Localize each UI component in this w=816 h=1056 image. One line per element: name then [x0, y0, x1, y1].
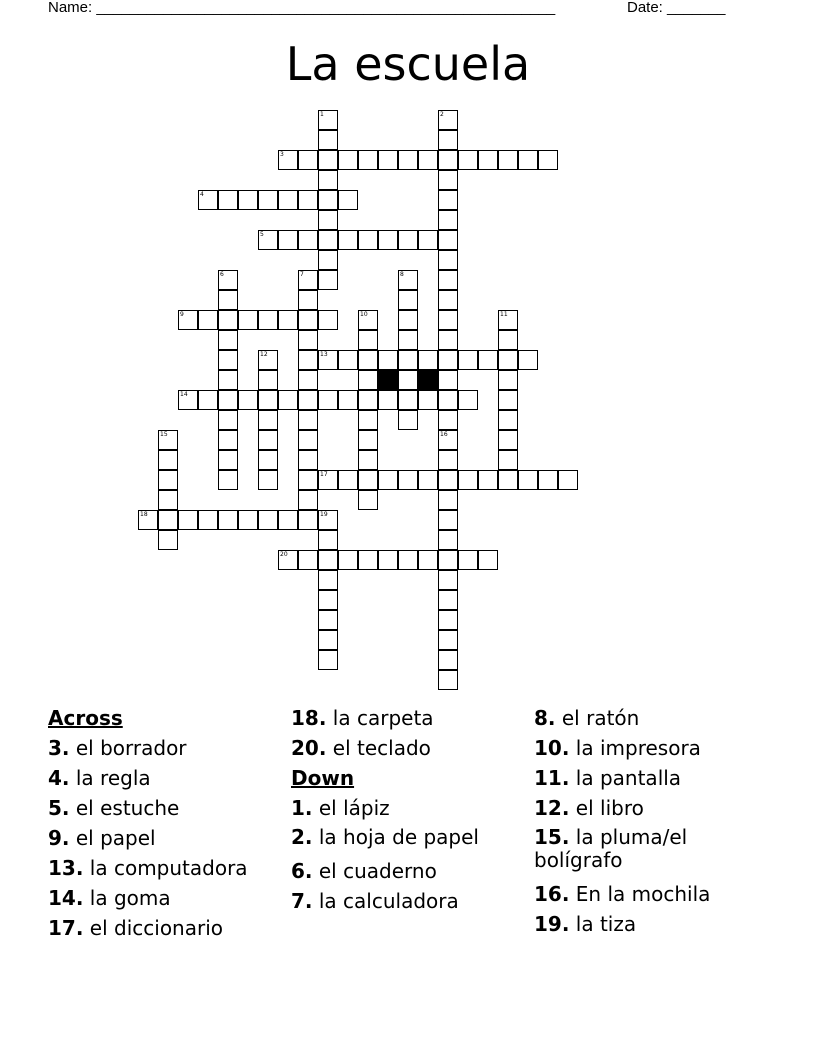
crossword-cell[interactable] — [338, 470, 358, 490]
crossword-black-cell — [418, 370, 438, 390]
crossword-cell-number: 10 — [360, 311, 368, 318]
crossword-cell[interactable] — [298, 390, 318, 410]
crossword-cell[interactable] — [358, 330, 378, 350]
crossword-cell[interactable] — [438, 650, 458, 670]
crossword-cell[interactable] — [278, 150, 298, 170]
crossword-cell[interactable] — [438, 390, 458, 410]
crossword-cell[interactable] — [278, 190, 298, 210]
crossword-cell[interactable] — [218, 370, 238, 390]
crossword-cell-number: 11 — [500, 311, 508, 318]
crossword-cell[interactable] — [438, 230, 458, 250]
crossword-cell[interactable] — [318, 570, 338, 590]
crossword-cell[interactable] — [218, 290, 238, 310]
crossword-cell[interactable] — [398, 370, 418, 390]
clues-column-3 — [534, 703, 774, 939]
crossword-cell[interactable] — [238, 310, 258, 330]
crossword-cell[interactable] — [438, 250, 458, 270]
clue-across-9: 9. el papel — [48, 826, 156, 850]
clue-across-17: 17. el diccionario — [48, 916, 223, 940]
crossword-cell[interactable] — [438, 630, 458, 650]
crossword-cell[interactable] — [238, 390, 258, 410]
crossword-cell[interactable] — [498, 350, 518, 370]
clue-down-6: 6. el cuaderno — [291, 859, 437, 883]
crossword-cell[interactable] — [498, 430, 518, 450]
crossword-cell[interactable] — [338, 190, 358, 210]
crossword-cell[interactable] — [498, 450, 518, 470]
crossword-cell[interactable] — [318, 550, 338, 570]
crossword-cell[interactable] — [158, 470, 178, 490]
crossword-cell[interactable] — [398, 310, 418, 330]
crossword-cell[interactable] — [258, 430, 278, 450]
crossword-cell[interactable] — [358, 490, 378, 510]
crossword-cell[interactable] — [458, 550, 478, 570]
page-title: La escuela — [285, 37, 531, 91]
crossword-cell-number: 13 — [320, 351, 328, 358]
crossword-cell[interactable] — [398, 350, 418, 370]
crossword-cell[interactable] — [278, 550, 298, 570]
crossword-cell[interactable] — [318, 250, 338, 270]
crossword-cell-number: 4 — [200, 191, 204, 198]
crossword-cell[interactable] — [478, 550, 498, 570]
crossword-cell-number: 20 — [280, 551, 288, 558]
crossword-black-cell — [378, 370, 398, 390]
crossword-cell[interactable] — [438, 550, 458, 570]
crossword-cell[interactable] — [218, 430, 238, 450]
crossword-cell[interactable] — [518, 150, 538, 170]
crossword-cell[interactable] — [438, 350, 458, 370]
crossword-cell[interactable] — [378, 470, 398, 490]
crossword-cell[interactable] — [218, 190, 238, 210]
crossword-cell[interactable] — [258, 470, 278, 490]
crossword-cell[interactable] — [438, 130, 458, 150]
crossword-cell[interactable] — [438, 310, 458, 330]
crossword-cell[interactable] — [358, 230, 378, 250]
crossword-cell[interactable] — [298, 450, 318, 470]
crossword-cell[interactable] — [258, 450, 278, 470]
crossword-cell[interactable] — [338, 350, 358, 370]
crossword-cell[interactable] — [438, 110, 458, 130]
crossword-cell[interactable] — [438, 370, 458, 390]
crossword-cell[interactable] — [438, 430, 458, 450]
clue-across-18: 18. la carpeta — [291, 706, 434, 730]
crossword-cell[interactable] — [438, 490, 458, 510]
crossword-cell[interactable] — [218, 330, 238, 350]
crossword-cell[interactable] — [158, 530, 178, 550]
clue-down-16: 16. En la mochila — [534, 882, 711, 906]
crossword-cell[interactable] — [438, 150, 458, 170]
crossword-cell[interactable] — [438, 610, 458, 630]
crossword-cell[interactable] — [158, 450, 178, 470]
crossword-cell[interactable] — [398, 410, 418, 430]
crossword-cell[interactable] — [438, 570, 458, 590]
crossword-cell-number: 5 — [260, 231, 264, 238]
name-field-label: Name: _______________________________________________________ — [48, 0, 556, 16]
crossword-cell[interactable] — [258, 370, 278, 390]
crossword-cell[interactable] — [318, 650, 338, 670]
crossword-cell[interactable] — [258, 410, 278, 430]
crossword-cell[interactable] — [358, 390, 378, 410]
crossword-cell-number: 7 — [300, 271, 304, 278]
crossword-cell[interactable] — [318, 170, 338, 190]
crossword-cell[interactable] — [498, 150, 518, 170]
crossword-cell[interactable] — [418, 350, 438, 370]
crossword-cell[interactable] — [398, 270, 418, 290]
crossword-cell[interactable] — [438, 510, 458, 530]
crossword-cell[interactable] — [438, 530, 458, 550]
crossword-cell[interactable] — [298, 270, 318, 290]
crossword-cell[interactable] — [298, 470, 318, 490]
crossword-cell[interactable] — [338, 550, 358, 570]
crossword-cell[interactable] — [438, 190, 458, 210]
crossword-cell[interactable] — [318, 110, 338, 130]
crossword-cell[interactable] — [398, 330, 418, 350]
down-heading: Down — [291, 766, 355, 790]
crossword-cell-number: 8 — [400, 271, 404, 278]
crossword-cell-number: 6 — [220, 271, 224, 278]
crossword-cell[interactable] — [178, 390, 198, 410]
crossword-cell-number: 3 — [280, 151, 284, 158]
clue-down-8: 8. el ratón — [534, 706, 640, 730]
crossword-cell[interactable] — [298, 550, 318, 570]
crossword-cell[interactable] — [298, 230, 318, 250]
crossword-cell[interactable] — [358, 150, 378, 170]
crossword-cell-number: 14 — [180, 391, 188, 398]
crossword-cell[interactable] — [198, 190, 218, 210]
crossword-cell[interactable] — [398, 390, 418, 410]
crossword-cell[interactable] — [198, 390, 218, 410]
crossword-cell[interactable] — [278, 390, 298, 410]
crossword-cell[interactable] — [298, 290, 318, 310]
crossword-cell[interactable] — [158, 490, 178, 510]
crossword-cell[interactable] — [358, 410, 378, 430]
crossword-cell[interactable] — [498, 470, 518, 490]
crossword-cell[interactable] — [358, 310, 378, 330]
crossword-cell[interactable] — [438, 330, 458, 350]
crossword-cell[interactable] — [418, 390, 438, 410]
clue-down-1: 1. el lápiz — [291, 796, 390, 820]
crossword-cell[interactable] — [298, 510, 318, 530]
crossword-cell[interactable] — [358, 470, 378, 490]
crossword-cell[interactable] — [218, 270, 238, 290]
crossword-cell[interactable] — [318, 190, 338, 210]
clue-down-19: 19. la tiza — [534, 912, 637, 936]
crossword-cell[interactable] — [358, 450, 378, 470]
crossword-cell-number: 16 — [440, 431, 448, 438]
crossword-cell[interactable] — [258, 190, 278, 210]
crossword-cell-number: 9 — [180, 311, 184, 318]
crossword-cell[interactable] — [478, 470, 498, 490]
crossword-cell[interactable] — [318, 610, 338, 630]
crossword-cell[interactable] — [218, 350, 238, 370]
crossword-cell[interactable] — [298, 410, 318, 430]
crossword-cell[interactable] — [238, 190, 258, 210]
crossword-cell[interactable] — [258, 230, 278, 250]
crossword-cell[interactable] — [298, 430, 318, 450]
crossword-cell[interactable] — [498, 310, 518, 330]
clue-across-14: 14. la goma — [48, 886, 171, 910]
crossword-cell[interactable] — [358, 370, 378, 390]
crossword-cell[interactable] — [318, 590, 338, 610]
crossword-cell-number: 2 — [440, 111, 444, 118]
crossword-cell-number: 15 — [160, 431, 168, 438]
crossword-cell[interactable] — [298, 310, 318, 330]
clue-down-7: 7. la calculadora — [291, 889, 459, 913]
date-field-label: Date: _______ — [627, 0, 726, 16]
crossword-cell[interactable] — [298, 190, 318, 210]
crossword-cell[interactable] — [378, 390, 398, 410]
crossword-cell[interactable] — [138, 510, 158, 530]
crossword-cell[interactable] — [158, 430, 178, 450]
crossword-cell[interactable] — [298, 350, 318, 370]
crossword-cell[interactable] — [518, 470, 538, 490]
crossword-cell-number: 18 — [140, 511, 148, 518]
clue-down-10: 10. la impresora — [534, 736, 701, 760]
crossword-cell[interactable] — [438, 450, 458, 470]
crossword-cell[interactable] — [438, 410, 458, 430]
crossword-cell[interactable] — [318, 150, 338, 170]
crossword-cell[interactable] — [218, 410, 238, 430]
clue-down-11: 11. la pantalla — [534, 766, 682, 790]
crossword-cell[interactable] — [318, 270, 338, 290]
crossword-cell[interactable] — [318, 130, 338, 150]
clues-column-2 — [291, 703, 531, 916]
crossword-cell[interactable] — [298, 330, 318, 350]
crossword-cell[interactable] — [338, 150, 358, 170]
crossword-cell[interactable] — [318, 510, 338, 530]
crossword-cell[interactable] — [278, 310, 298, 330]
clue-across-4: 4. la regla — [48, 766, 151, 790]
crossword-cell[interactable] — [398, 230, 418, 250]
crossword-cell[interactable] — [198, 510, 218, 530]
crossword-cell[interactable] — [218, 310, 238, 330]
crossword-cell[interactable] — [218, 390, 238, 410]
crossword-cell[interactable] — [378, 150, 398, 170]
crossword-cell[interactable] — [398, 150, 418, 170]
crossword-cell[interactable] — [238, 510, 258, 530]
crossword-cell[interactable] — [198, 310, 218, 330]
clue-across-13: 13. la computadora — [48, 856, 248, 880]
crossword-cell[interactable] — [358, 350, 378, 370]
crossword-cell[interactable] — [418, 470, 438, 490]
crossword-cell-number: 12 — [260, 351, 268, 358]
crossword-cell[interactable] — [438, 670, 458, 690]
crossword-cell[interactable] — [458, 390, 478, 410]
clue-across-5: 5. el estuche — [48, 796, 180, 820]
crossword-cell[interactable] — [318, 210, 338, 230]
crossword-cell[interactable] — [498, 390, 518, 410]
crossword-cell[interactable] — [498, 370, 518, 390]
crossword-cell[interactable] — [478, 350, 498, 370]
crossword-cell[interactable] — [218, 510, 238, 530]
crossword-cell[interactable] — [318, 530, 338, 550]
crossword-cell[interactable] — [378, 230, 398, 250]
crossword-cell[interactable] — [178, 310, 198, 330]
crossword-cell[interactable] — [438, 290, 458, 310]
clue-down-15: 15. la pluma/el bolígrafo — [534, 825, 688, 872]
crossword-cell[interactable] — [158, 510, 178, 530]
crossword-cell-number: 17 — [320, 471, 328, 478]
crossword-cell[interactable] — [418, 230, 438, 250]
across-heading: Across — [48, 706, 123, 730]
crossword-cell[interactable] — [338, 390, 358, 410]
crossword-cell-number: 19 — [320, 511, 328, 518]
clue-down-2: 2. la hoja de papel — [291, 825, 479, 849]
clue-across-3: 3. el borrador — [48, 736, 187, 760]
crossword-cell[interactable] — [218, 450, 238, 470]
crossword-cell[interactable] — [398, 290, 418, 310]
crossword-cell[interactable] — [278, 230, 298, 250]
crossword-cell-number: 1 — [320, 111, 324, 118]
crossword-cell[interactable] — [258, 510, 278, 530]
crossword-cell[interactable] — [538, 150, 558, 170]
crossword-cell[interactable] — [318, 310, 338, 330]
crossword-cell[interactable] — [258, 310, 278, 330]
crossword-cell[interactable] — [498, 410, 518, 430]
crossword-cell[interactable] — [318, 470, 338, 490]
crossword-cell[interactable] — [398, 550, 418, 570]
crossword-cell[interactable] — [558, 470, 578, 490]
crossword-cell[interactable] — [438, 270, 458, 290]
crossword-cell[interactable] — [398, 470, 418, 490]
crossword-cell[interactable] — [358, 550, 378, 570]
crossword-cell[interactable] — [358, 430, 378, 450]
crossword-cell[interactable] — [278, 510, 298, 530]
crossword-cell[interactable] — [458, 150, 478, 170]
crossword-cell[interactable] — [438, 210, 458, 230]
clue-down-12: 12. el libro — [534, 796, 644, 820]
crossword-cell[interactable] — [318, 230, 338, 250]
clues-column-1 — [48, 703, 288, 943]
crossword-cell[interactable] — [538, 470, 558, 490]
crossword-cell[interactable] — [178, 510, 198, 530]
crossword-cell[interactable] — [438, 470, 458, 490]
crossword-cell[interactable] — [438, 590, 458, 610]
crossword-cell[interactable] — [218, 470, 238, 490]
crossword-cell[interactable] — [438, 170, 458, 190]
crossword-cell[interactable] — [498, 330, 518, 350]
crossword-cell[interactable] — [378, 550, 398, 570]
crossword-cell[interactable] — [298, 490, 318, 510]
crossword-cell[interactable] — [298, 150, 318, 170]
crossword-cell[interactable] — [518, 350, 538, 370]
crossword-cell[interactable] — [378, 350, 398, 370]
crossword-cell[interactable] — [318, 630, 338, 650]
crossword-cell[interactable] — [258, 390, 278, 410]
crossword-cell[interactable] — [418, 150, 438, 170]
crossword-cell[interactable] — [318, 390, 338, 410]
crossword-cell[interactable] — [338, 230, 358, 250]
crossword-cell[interactable] — [258, 350, 278, 370]
clue-across-20: 20. el teclado — [291, 736, 431, 760]
crossword-cell[interactable] — [418, 550, 438, 570]
crossword-cell[interactable] — [478, 150, 498, 170]
crossword-cell[interactable] — [318, 350, 338, 370]
crossword-cell[interactable] — [458, 350, 478, 370]
crossword-cell[interactable] — [458, 470, 478, 490]
crossword-cell[interactable] — [298, 370, 318, 390]
